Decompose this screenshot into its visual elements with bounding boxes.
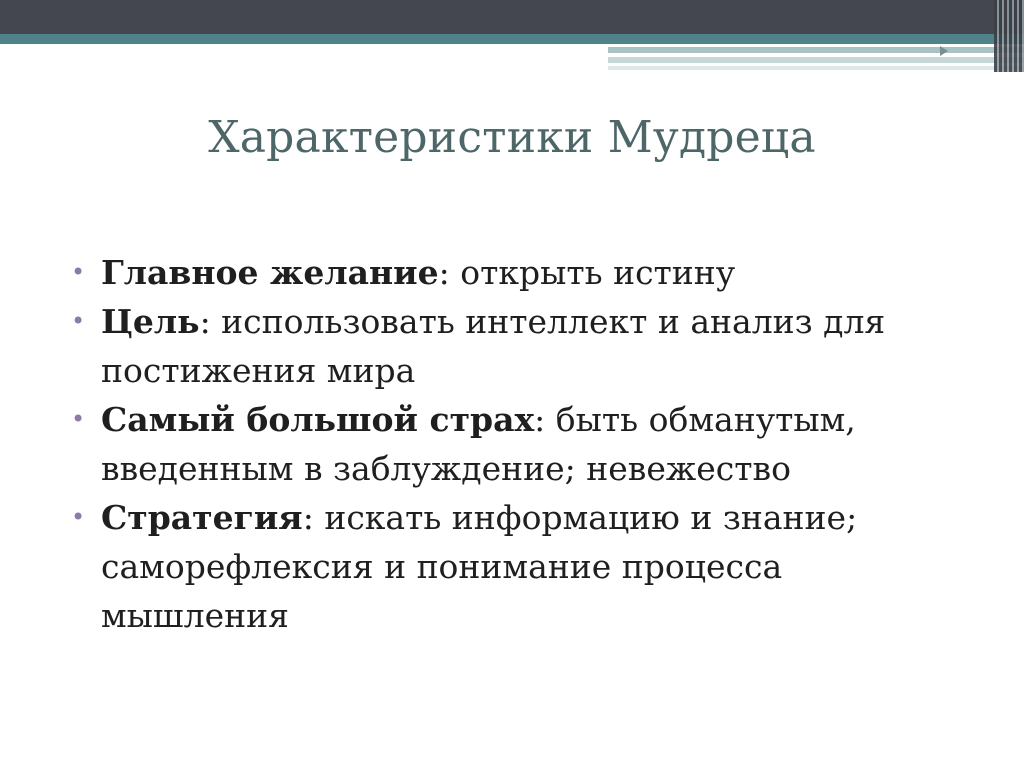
item-text: открыть истину [449, 253, 736, 292]
arrow-marker-icon [940, 46, 948, 56]
header-accent-line-1 [608, 47, 1024, 53]
item-separator: : [302, 498, 314, 537]
bullet-icon: • [71, 258, 86, 286]
item-text: использовать интеллект и анализ для постижения мира [101, 302, 886, 390]
header-dark-bar [0, 0, 1024, 34]
item-term: Главное желание [101, 253, 439, 292]
header-accent-line-3 [608, 66, 1024, 70]
item-text: быть обманутым, введенным в заблуждение; невежество [101, 400, 856, 488]
item-term: Самый большой страх [101, 400, 535, 439]
item-term: Цель [101, 302, 200, 341]
item-separator: : [438, 253, 450, 292]
bullet-list [68, 248, 968, 640]
edge-stripes-decoration [994, 0, 1024, 72]
header-accent-line-2 [608, 57, 1024, 63]
item-separator: : [199, 302, 211, 341]
header-teal-bar [0, 34, 1024, 44]
bullet-icon: • [71, 307, 86, 335]
list-item [68, 395, 968, 493]
list-item [68, 297, 968, 395]
item-separator: : [534, 400, 546, 439]
item-term: Стратегия [101, 498, 303, 537]
list-item [68, 493, 968, 640]
slide-title: Характеристики Мудреца [208, 112, 816, 163]
item-text: искать информацию и знание; саморефлексия и понимание процесса мышления [101, 498, 858, 635]
bullet-icon: • [71, 503, 86, 531]
list-item [68, 248, 968, 297]
bullet-icon: • [71, 405, 86, 433]
